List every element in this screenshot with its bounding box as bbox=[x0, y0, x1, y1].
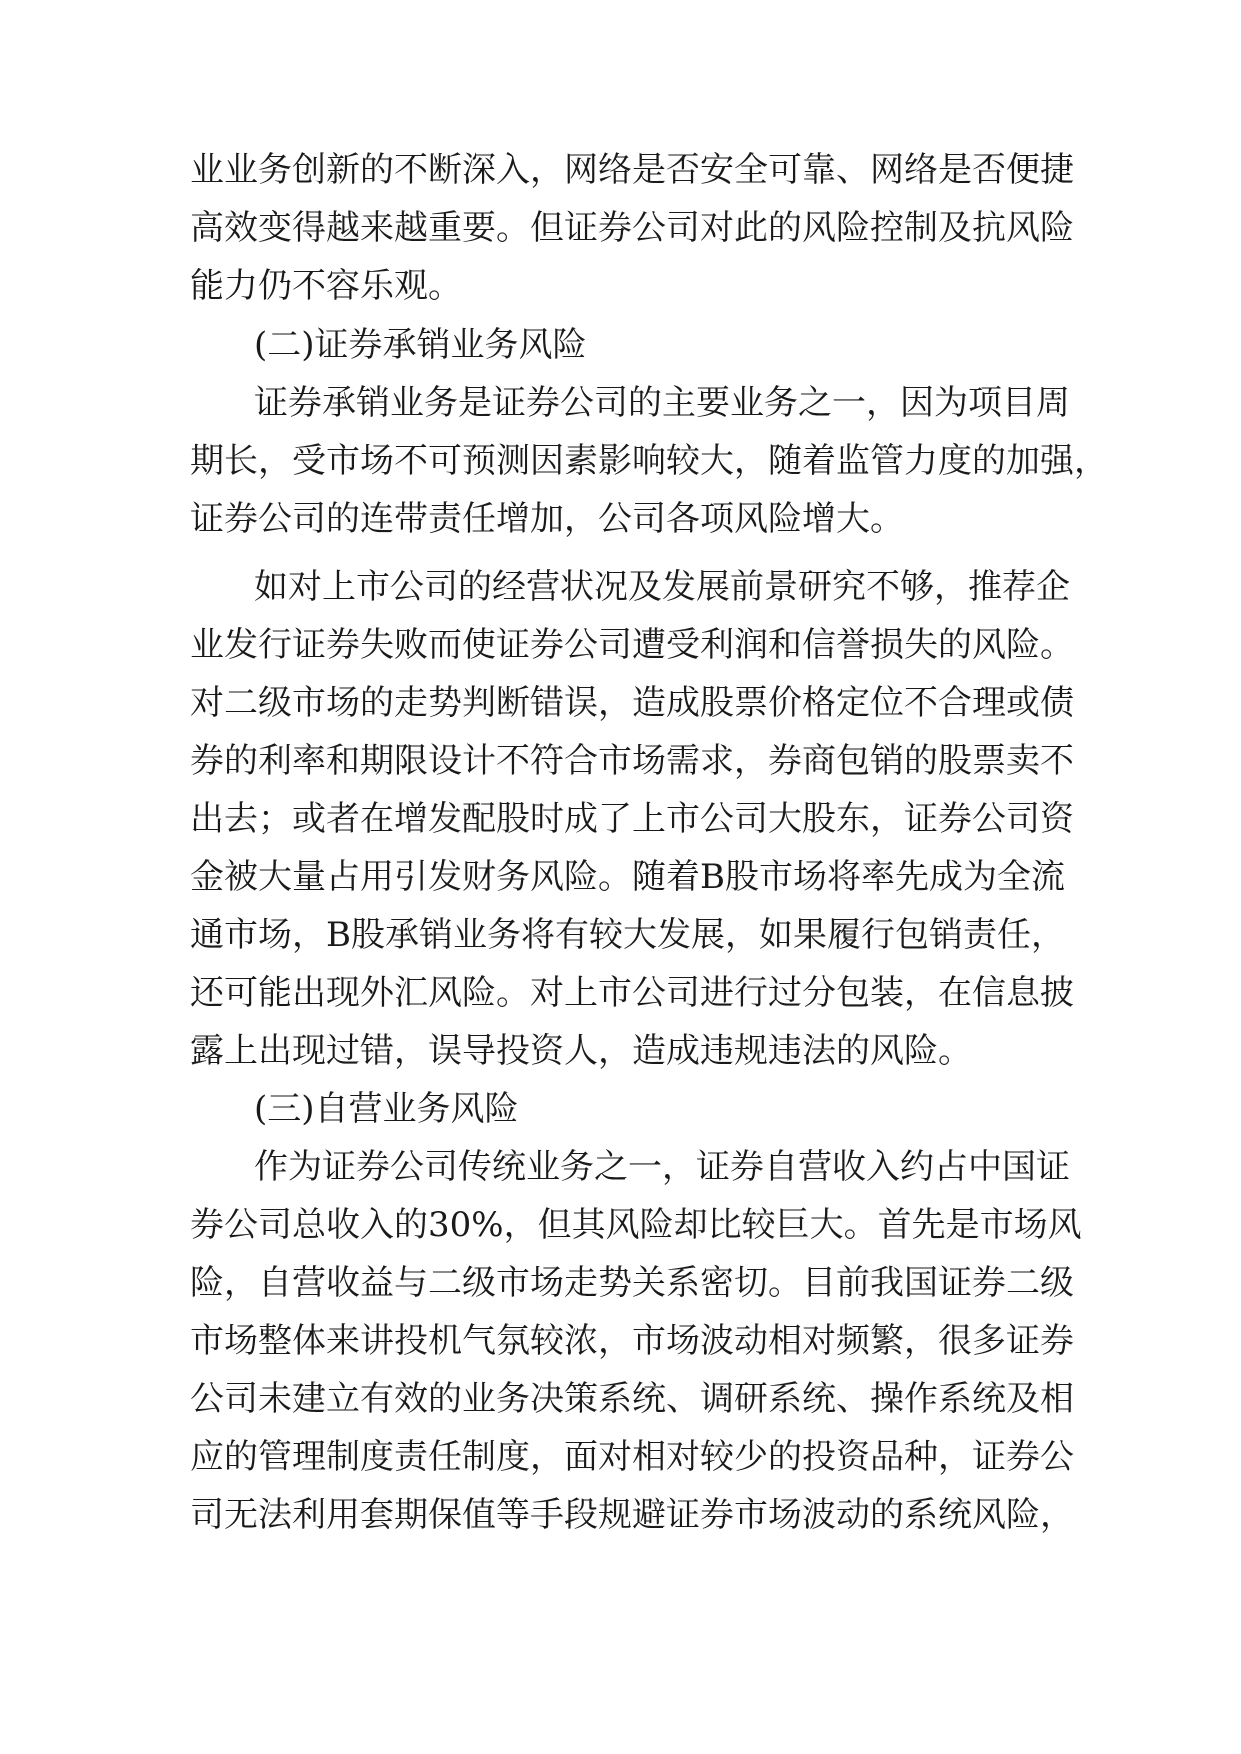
section-heading: (三)自营业务风险 bbox=[254, 1089, 519, 1129]
paragraph-line: 金被大量占用引发财务风险。随着B股市场将率先成为全流 bbox=[190, 857, 1065, 897]
paragraph-line: 通市场，B股承销业务将有较大发展，如果履行包销责任， bbox=[190, 915, 1065, 955]
paragraph-line: 高效变得越来越重要。但证券公司对此的风险控制及抗风险 bbox=[190, 208, 1074, 248]
paragraph-line: 露上出现过错，误导投资人，造成违规违法的风险。 bbox=[190, 1031, 972, 1071]
paragraph-line: 证券公司的连带责任增加，公司各项风险增大。 bbox=[190, 499, 904, 539]
paragraph-line: 应的管理制度责任制度，面对相对较少的投资品种，证券公 bbox=[190, 1437, 1074, 1477]
paragraph-line: 作为证券公司传统业务之一，证券自营收入约占中国证 bbox=[254, 1147, 1070, 1187]
paragraph-line: 市场整体来讲投机气氛较浓，市场波动相对频繁，很多证券 bbox=[190, 1321, 1074, 1361]
paragraph-line: 业发行证券失败而使证券公司遭受利润和信誉损失的风险。 bbox=[190, 625, 1074, 665]
paragraph-line: 还可能出现外汇风险。对上市公司进行过分包装，在信息披 bbox=[190, 973, 1074, 1013]
paragraph-line: 券的利率和期限设计不符合市场需求，券商包销的股票卖不 bbox=[190, 741, 1074, 781]
paragraph-line: 对二级市场的走势判断错误，造成股票价格定位不合理或债 bbox=[190, 683, 1074, 723]
paragraph-line: 公司未建立有效的业务决策系统、调研系统、操作系统及相 bbox=[190, 1379, 1074, 1419]
paragraph-line: 业业务创新的不断深入，网络是否安全可靠、网络是否便捷 bbox=[190, 150, 1074, 190]
section-heading: (二)证券承销业务风险 bbox=[254, 325, 587, 365]
paragraph-line: 证券承销业务是证券公司的主要业务之一，因为项目周 bbox=[254, 383, 1070, 423]
paragraph-line: 出去；或者在增发配股时成了上市公司大股东，证券公司资 bbox=[190, 799, 1074, 839]
paragraph-line: 险，自营收益与二级市场走势关系密切。目前我国证券二级 bbox=[190, 1263, 1074, 1303]
paragraph-line: 期长，受市场不可预测因素影响较大，随着监管力度的加强， bbox=[190, 441, 1108, 481]
paragraph-line: 能力仍不容乐观。 bbox=[190, 266, 462, 306]
paragraph-line: 券公司总收入的30%，但其风险却比较巨大。首先是市场风 bbox=[190, 1205, 1082, 1245]
paragraph-line: 如对上市公司的经营状况及发展前景研究不够，推荐企 bbox=[254, 567, 1070, 607]
paragraph-line: 司无法利用套期保值等手段规避证券市场波动的系统风险， bbox=[190, 1495, 1074, 1535]
